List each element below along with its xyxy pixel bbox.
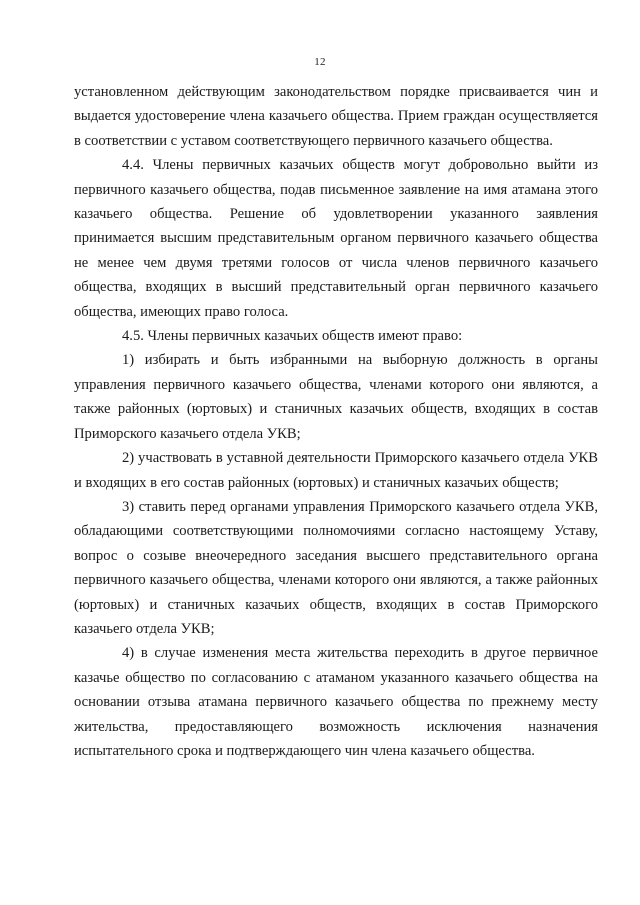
document-body bbox=[74, 80, 598, 763]
list-item-3: 3) ставить перед органами управления Приморского казачьего отдела УКВ, обладающими соответствующими полномочиями согласно настоящему Уставу, вопрос о созыве внеочередного заседания высшего представительного органа первичного казачьего общества, членами которого они являются, а также районных (юртовых) и станичных казачьих обществ, входящих в состав Приморского казачьего отдела УКВ; bbox=[74, 498, 598, 637]
page-number: 12 bbox=[314, 56, 326, 68]
list-item-2: 2) участвовать в уставной деятельности Приморского казачьего отдела УКВ и входящих в его состав районных (юртовых) и станичных казачьих обществ; bbox=[74, 450, 598, 491]
list-item-1: 1) избирать и быть избранными на выборную должность в органы управления первичного казачьего общества, членами которого они являются, а также районных (юртовых) и станичных казачьих обществ, входящих в состав Приморского казачьего отдела УКВ; bbox=[74, 352, 598, 442]
paragraph-4-5-heading: 4.5. Члены первичных казачьих обществ имеют право: bbox=[122, 328, 463, 345]
list-item-4: 4) в случае изменения места жительства переходить в другое первичное казачье общество по согласованию с атаманом указанного казачьего общества на основании отзыва атамана первичного казачьего общества по прежнему месту жительства, предоставляющего возможность исключения назначения испытательного срока и подтверждающего чин члена казачьего общества. bbox=[74, 645, 598, 759]
paragraph-continuation: установленном действующим законодательством порядке присваивается чин и выдается удостоверение члена казачьего общества. Прием граждан осуществляется в соответствии с уставом соответствующего первичного казачьего общества. bbox=[74, 84, 598, 149]
paragraph-4-4: 4.4. Члены первичных казачьих обществ могут добровольно выйти из первичного казачьего общества, подав письменное заявление на имя атамана этого казачьего общества. Решение об удовлетворении указанного заявления принимается высшим представительным органом первичного казачьего общества не менее чем двумя третями голосов от числа членов первичного казачьего общества, входящих в высший представительный орган первичного казачьего общества, имеющих право голоса. bbox=[74, 157, 598, 320]
